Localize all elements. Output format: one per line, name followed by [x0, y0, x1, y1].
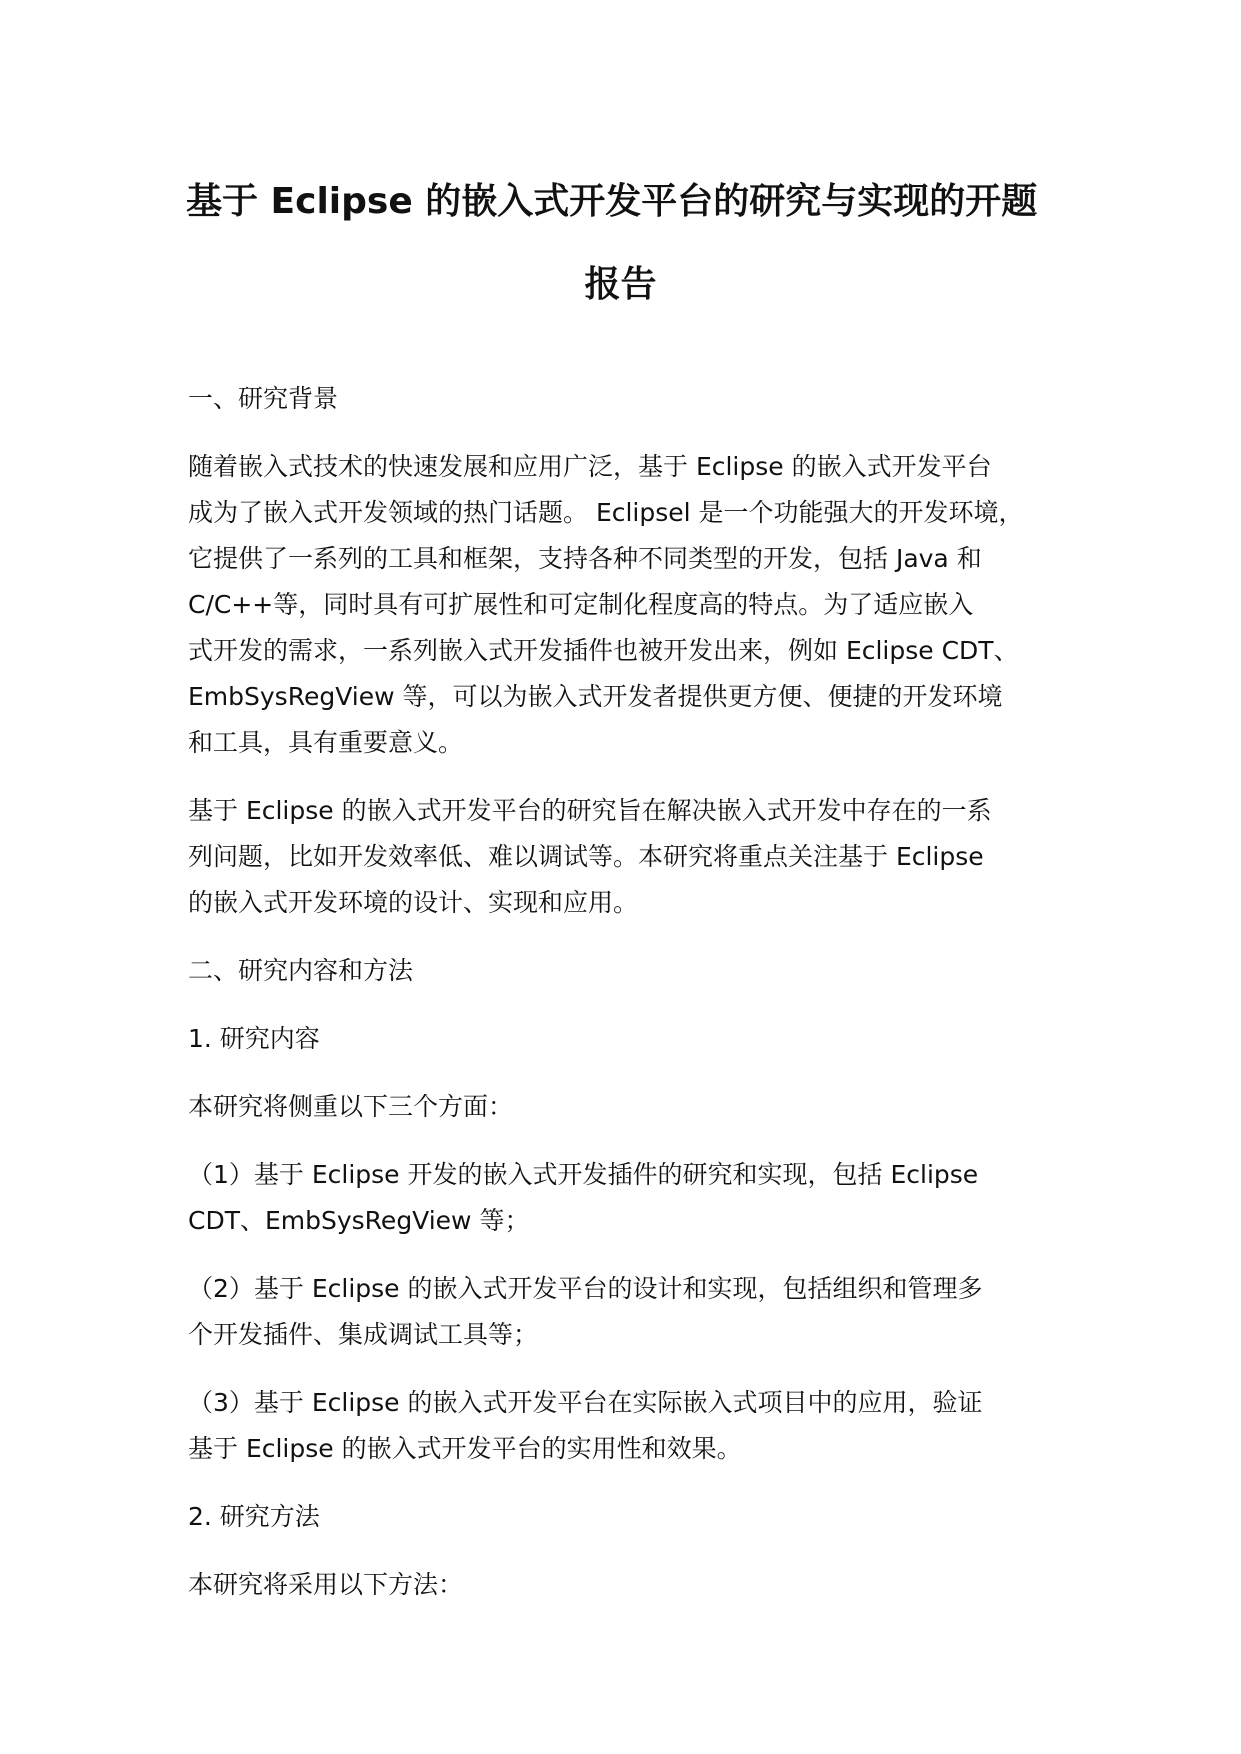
paragraph-content-intro: 本研究将侧重以下三个方面：: [188, 1092, 514, 1121]
text-line: EmbSysRegView 等，可以为嵌入式开发者提供更方便、便捷的开发环境: [188, 682, 1003, 711]
text-line: 的嵌入式开发环境的设计、实现和应用。: [188, 888, 639, 917]
document-title-line-1: 基于 Eclipse 的嵌入式开发平台的研究与实现的开题: [186, 181, 1038, 222]
list-item-2: [188, 1266, 1088, 1358]
list-item-3: [188, 1380, 1088, 1472]
text-line: （2）基于 Eclipse 的嵌入式开发平台的设计和实现，包括组织和管理多: [188, 1274, 983, 1303]
text-line: 它提供了一系列的工具和框架，支持各种不同类型的开发，包括 Java 和: [188, 544, 982, 573]
text-line: （3）基于 Eclipse 的嵌入式开发平台在实际嵌入式项目中的应用，验证: [188, 1388, 983, 1417]
text-line: C/C++等，同时具有可扩展性和可定制化程度高的特点。为了适应嵌入: [188, 590, 974, 619]
paragraph-background-2: [188, 788, 1088, 926]
text-line: 基于 Eclipse 的嵌入式开发平台的实用性和效果。: [188, 1434, 742, 1463]
subsection-heading-content: 1. 研究内容: [188, 1024, 320, 1053]
document-body: [188, 376, 1088, 1630]
text-line: 和工具，具有重要意义。: [188, 728, 464, 757]
text-line: （1）基于 Eclipse 开发的嵌入式开发插件的研究和实现，包括 Eclipse: [188, 1160, 979, 1189]
document-title-line-2: 报告: [584, 264, 657, 305]
list-item-1: [188, 1152, 1088, 1244]
text-line: 式开发的需求，一系列嵌入式开发插件也被开发出来，例如 Eclipse CDT、: [188, 636, 1019, 665]
text-line: 个开发插件、集成调试工具等；: [188, 1320, 539, 1349]
text-line: 基于 Eclipse 的嵌入式开发平台的研究旨在解决嵌入式开发中存在的一系: [188, 796, 992, 825]
text-line: 成为了嵌入式开发领域的热门话题。 Eclipsel 是一个功能强大的开发环境，: [188, 498, 1024, 527]
paragraph-background-1: [188, 444, 1088, 766]
paragraph-methods-intro: 本研究将采用以下方法：: [188, 1570, 464, 1599]
text-line: CDT、EmbSysRegView 等；: [188, 1206, 530, 1235]
section-heading-background: 一、研究背景: [188, 384, 339, 413]
text-line: 列问题，比如开发效率低、难以调试等。本研究将重点关注基于 Eclipse: [188, 842, 984, 871]
text-line: 随着嵌入式技术的快速发展和应用广泛，基于 Eclipse 的嵌入式开发平台: [188, 452, 992, 481]
section-heading-content-methods: 二、研究内容和方法: [188, 956, 414, 985]
subsection-heading-methods: 2. 研究方法: [188, 1502, 320, 1531]
